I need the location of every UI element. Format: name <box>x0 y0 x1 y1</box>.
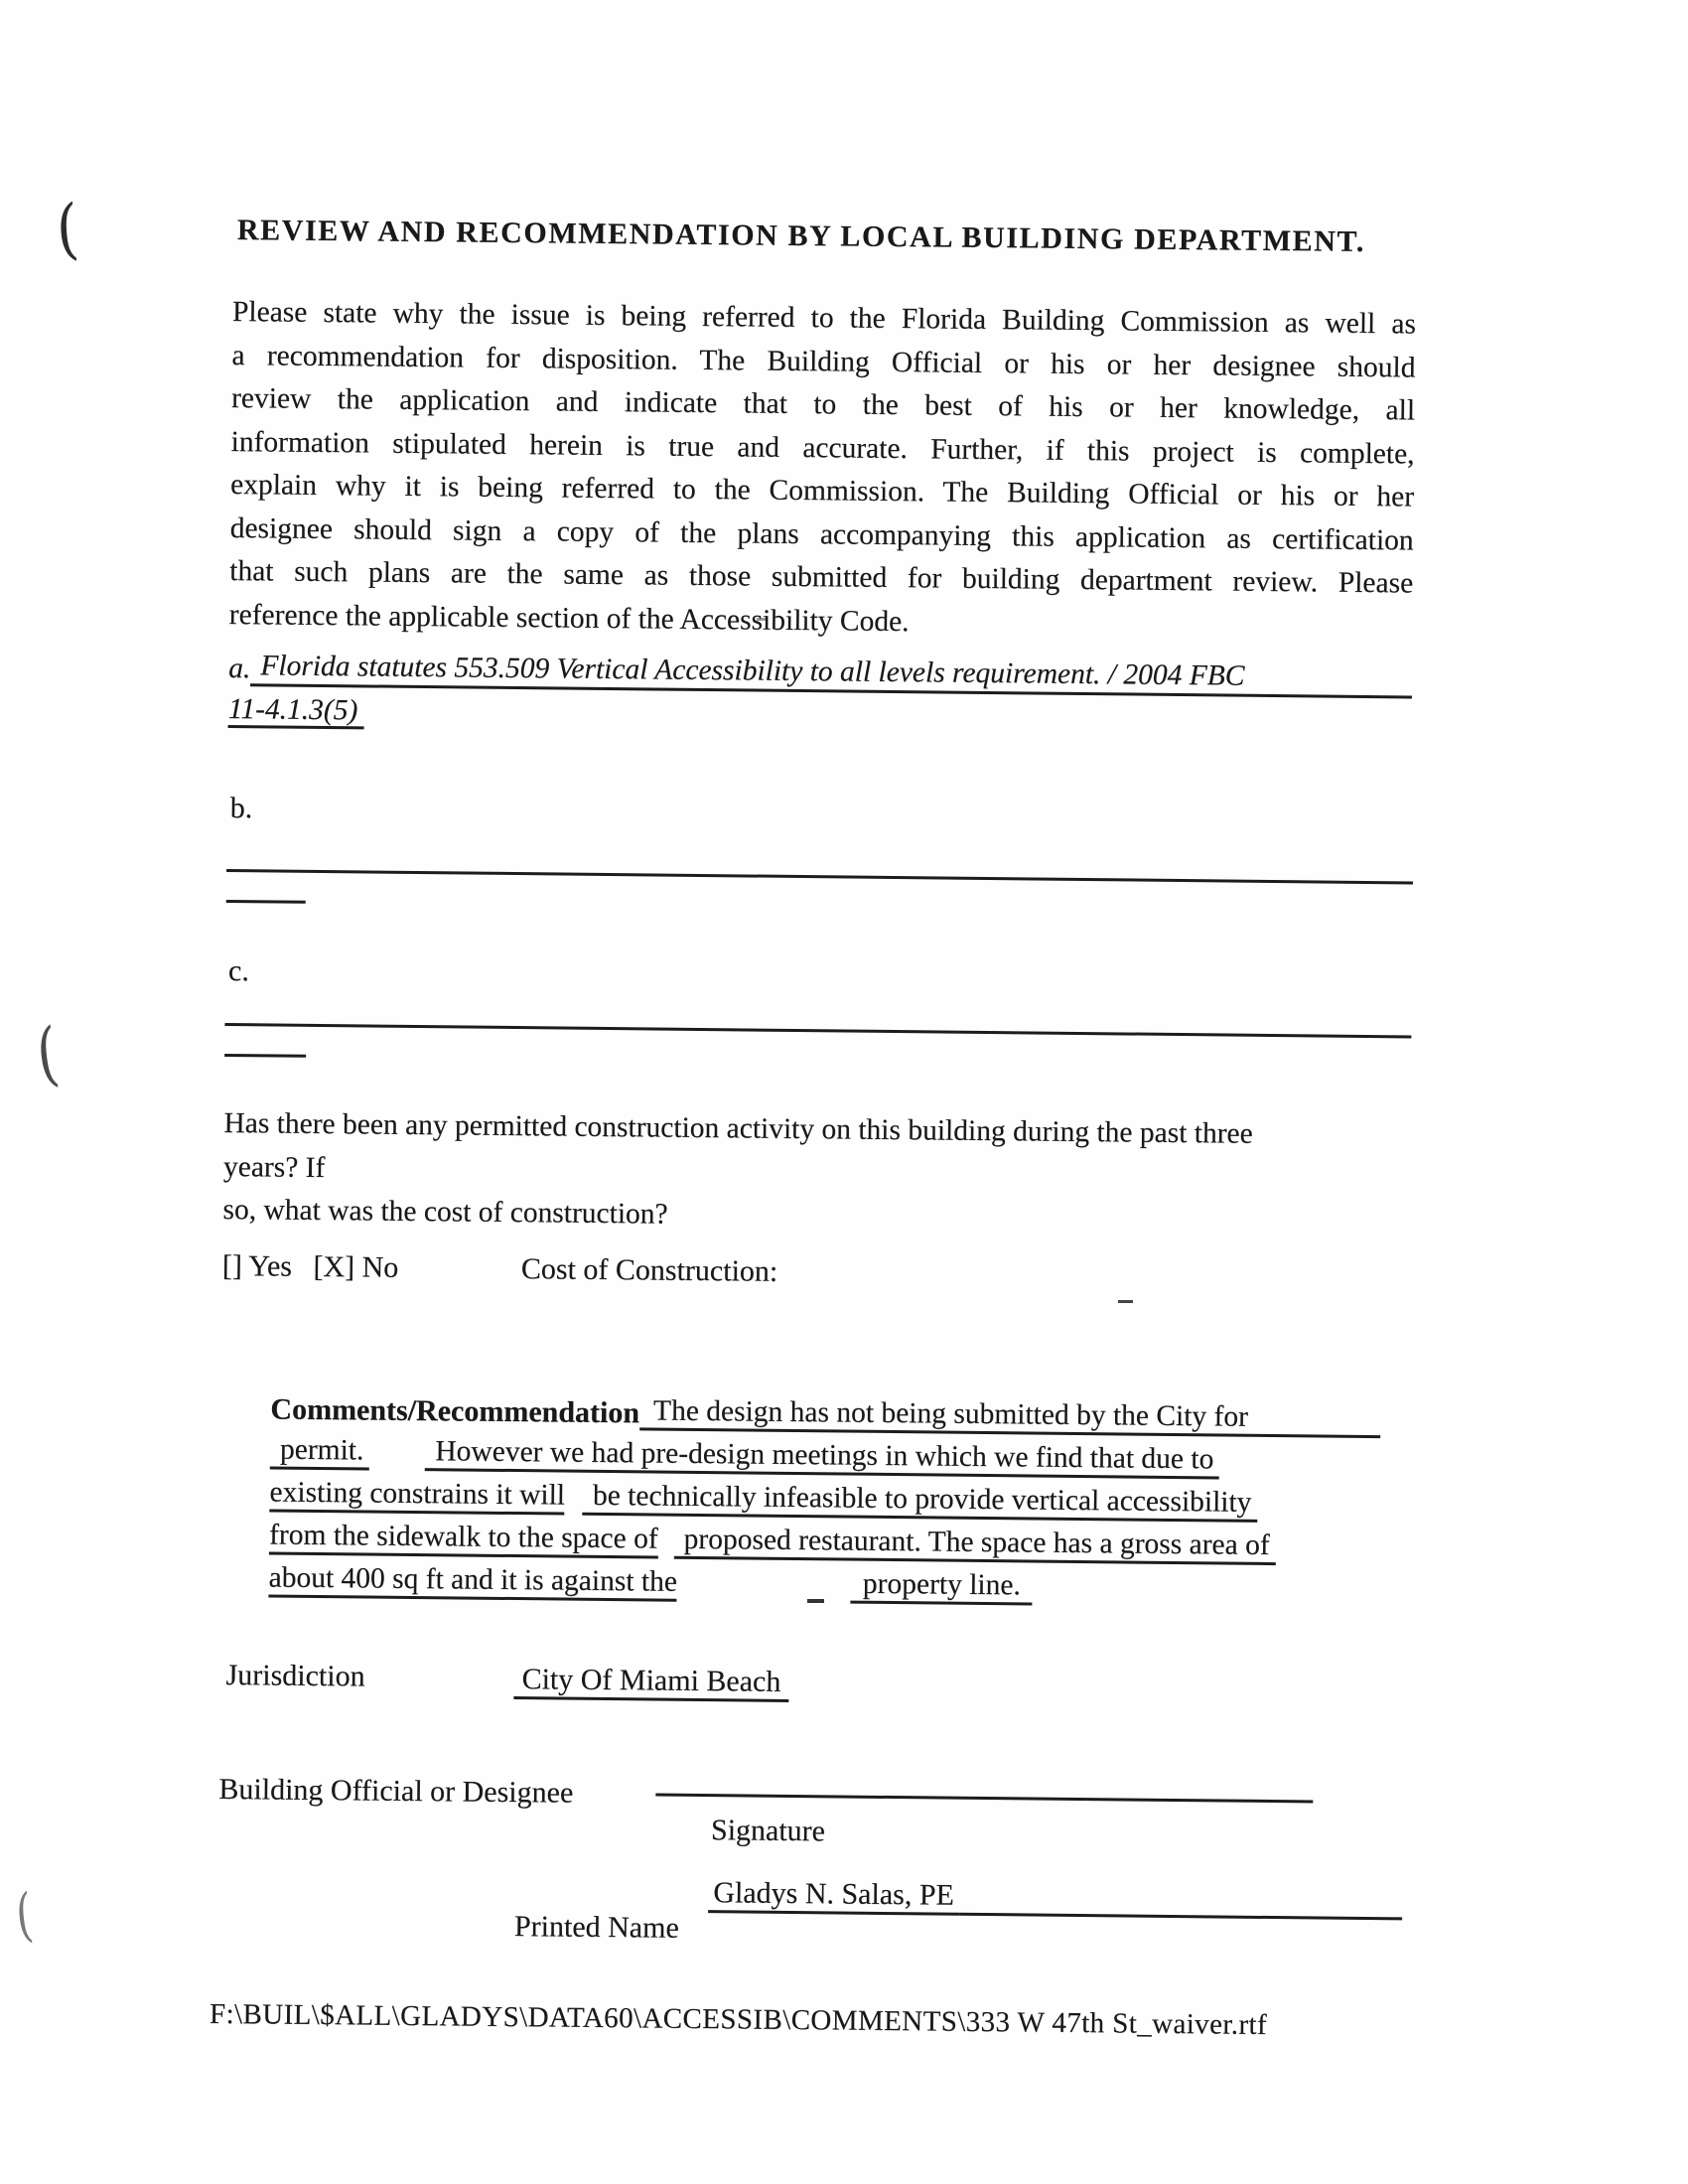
comments-entry: existing constrains it will <box>269 1475 565 1515</box>
comments-entry: property line. <box>851 1567 1033 1606</box>
item-c-label: c. <box>227 953 250 988</box>
fill-line-b-short[interactable] <box>226 900 306 904</box>
scan-artifact-paren-1: ( <box>54 190 81 268</box>
intro-line: that such plans are the same as those submitted for building department review. Please <box>229 554 1414 600</box>
checkbox-yes[interactable]: [] Yes <box>221 1248 293 1283</box>
jurisdiction-row <box>225 1659 781 1698</box>
printed-name-value: Gladys N. Salas, PE <box>708 1875 959 1916</box>
intro-line: a recommendation for disposition. The Building Official or his or her designee should <box>231 339 1416 383</box>
item-a-entry: Florida statutes 553.509 Vertical Accessibility to all levels requirement. / 2004 FBC <box>250 648 1412 698</box>
comments-section <box>268 1383 1380 1609</box>
comments-entry: be technically infeasible to provide vertical accessibility <box>583 1479 1258 1523</box>
building-official-label: Building Official or Designee <box>218 1772 574 1810</box>
form-content <box>209 214 1417 2112</box>
comments-entry: proposed restaurant. The space has a gross area of <box>673 1523 1275 1565</box>
question-line: Has there been any permitted construction activity on this building during the past three <box>223 1106 1253 1150</box>
yes-no-row <box>221 1248 778 1288</box>
gap <box>657 1558 673 1559</box>
intro-line: review the application and indicate that to the best of his or her knowledge, all <box>230 381 1416 427</box>
item-a-row-2 <box>228 691 364 728</box>
printed-name-line <box>959 1878 1403 1921</box>
fill-line-c-short[interactable] <box>224 1054 306 1058</box>
signature-line[interactable] <box>655 1794 1313 1804</box>
gap <box>677 1601 851 1604</box>
construction-question <box>222 1102 1253 1242</box>
comments-entry: permit. <box>270 1432 370 1470</box>
item-b-label: b. <box>229 791 253 825</box>
fill-line-b[interactable] <box>226 869 1413 885</box>
intro-line: designee should sign a copy of the plans accompanying this application as certification <box>229 511 1414 556</box>
comments-label: Comments/Recommendation <box>270 1392 640 1430</box>
intro-line: explain why it is being referred to the Commission. The Building Official or his or her <box>229 468 1415 513</box>
jurisdiction-label: Jurisdiction <box>225 1659 365 1693</box>
jurisdiction-value: City Of Miami Beach <box>513 1662 788 1702</box>
question-line: years? If <box>222 1150 326 1184</box>
item-a-row <box>228 648 1412 698</box>
scan-artifact-paren-2: ( <box>32 1012 63 1095</box>
file-path: F:\BUIL\$ALL\GLADYS\DATA60\ACCESSIB\COMMENTS\333 W 47th St_waiver.rtf <box>209 1997 1268 2042</box>
comments-entry: However we had pre-design meetings in which we find that due to <box>425 1434 1219 1479</box>
intro-paragraph <box>229 291 1417 649</box>
question-line: so, what was the cost of construction? <box>222 1193 668 1231</box>
printed-name-row <box>708 1875 1402 1920</box>
item-a-label: a. <box>228 652 251 685</box>
scan-artifact-paren-3: ( <box>12 1880 36 1950</box>
comments-entry: The design has not being submitted by the City for <box>639 1393 1381 1438</box>
fill-line-c[interactable] <box>224 1023 1411 1039</box>
signature-caption: Signature <box>710 1814 826 1848</box>
page-title: REVIEW AND RECOMMENDATION BY LOCAL BUILDING DEPARTMENT. <box>236 214 1366 258</box>
printed-name-caption: Printed Name <box>513 1910 679 1945</box>
item-a-entry-continued: 11-4.1.3(5) <box>228 693 364 729</box>
gap <box>565 1515 583 1516</box>
comments-entry: about 400 sq ft and it is against the <box>268 1560 677 1601</box>
checkbox-no[interactable]: [X] No <box>313 1249 399 1284</box>
intro-line: Please state why the issue is being referred to the Florida Building Commission as well as <box>231 295 1417 341</box>
cost-of-construction-label: Cost of Construction: <box>520 1252 778 1288</box>
intro-line: reference the applicable section of the Accessibility Code. <box>228 598 910 638</box>
intro-line: information stipulated herein is true and accurate. Further, if this project is complete, <box>230 425 1415 470</box>
comments-entry: from the sidewalk to the space of <box>269 1518 658 1558</box>
